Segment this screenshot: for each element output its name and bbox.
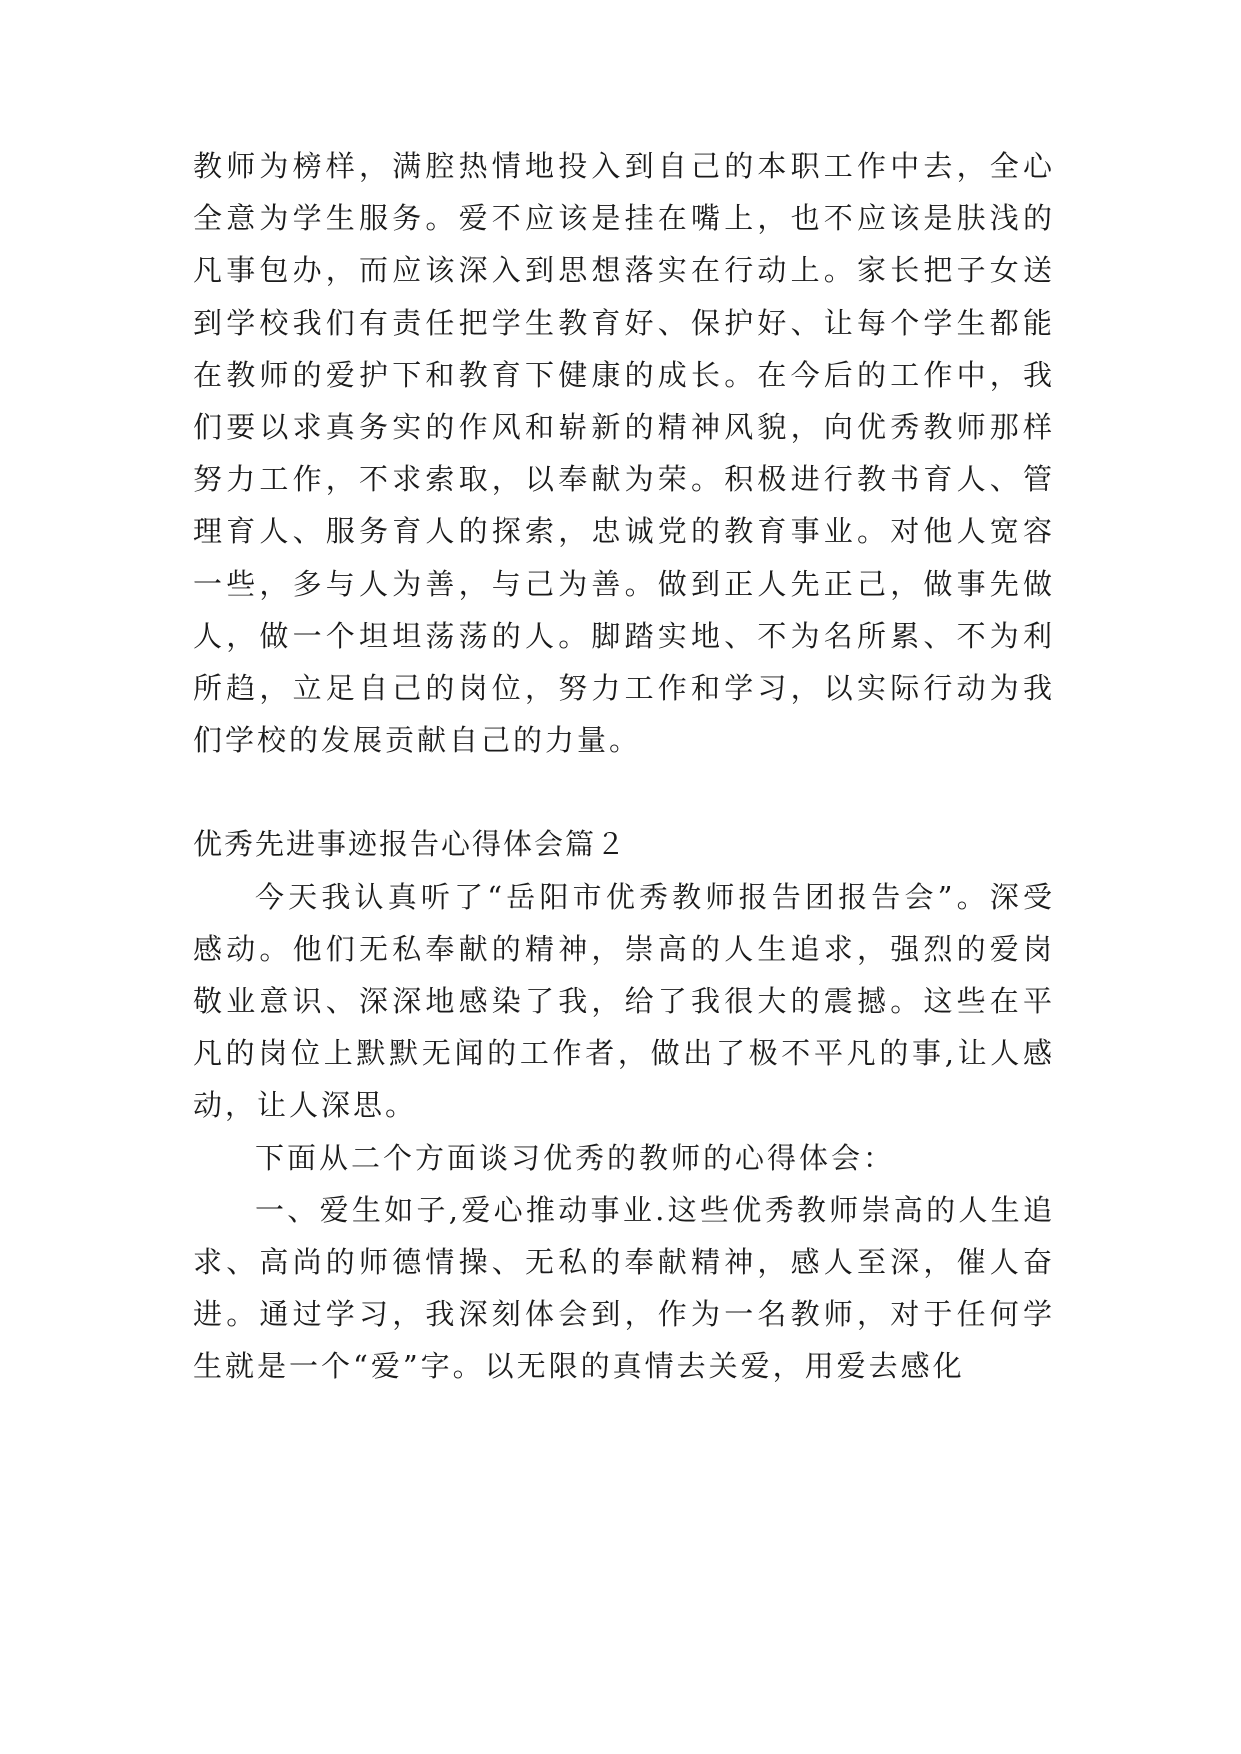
document-page [193, 140, 1055, 1393]
paragraph-continued: 教师为榜样，满腔热情地投入到自己的本职工作中去，全心全意为学生服务。爱不应该是挂在嘴上，也不应该是肤浅的凡事包办，而应该深入到思想落实在行动上。家长把子女送到学校我们有责任把学生教育好、保护好、让每个学生都能在教师的爱护下和教育下健康的成长。在今后的工作中，我们要以求真务实的作风和崭新的精神风貌，向优秀教师那样努力工作，不求索取，以奉献为荣。积极进行教书育人、管理育人、服务育人的探索，忠诚党的教育事业。对他人宽容一些，多与人为善，与己为善。做到正人先正己，做事先做人，做一个坦坦荡荡的人。脚踏实地、不为名所累、不为利所趋，立足自己的岗位，努力工作和学习，以实际行动为我们学校的发展贡献自己的力量。 [193, 149, 1055, 758]
paragraph-1: 今天我认真听了“岳阳市优秀教师报告团报告会”。深受感动。他们无私奉献的精神，崇高的人生追求，强烈的爱岗敬业意识、深深地感染了我，给了我很大的震撼。这些在平凡的岗位上默默无闻的工作者，做出了极不平凡的事,让人感动，让人深思。 [193, 879, 1055, 1123]
section-heading: 优秀先进事迹报告心得体会篇２ [193, 827, 628, 862]
paragraph-2: 下面从二个方面谈习优秀的教师的心得体会： [255, 1140, 896, 1175]
paragraph-3: 一、爱生如子,爱心推动事业.这些优秀教师崇高的人生追求、高尚的师德情操、无私的奉献精神，感人至深，催人奋进。通过学习，我深刻体会到，作为一名教师，对于任何学生就是一个“爱”字。以无限的真情去关爱，用爱去感化 [193, 1192, 1055, 1384]
